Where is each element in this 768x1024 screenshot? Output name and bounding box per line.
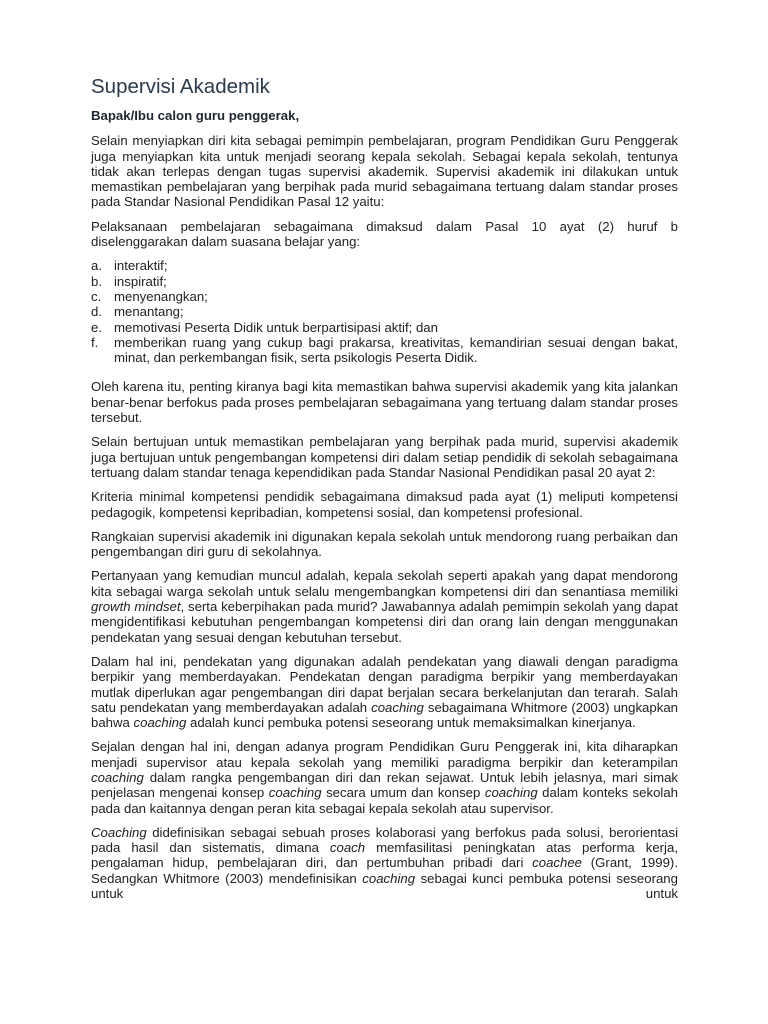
greeting: Bapak/Ibu calon guru penggerak, [91, 108, 300, 123]
learning-atmosphere-list [91, 258, 678, 365]
paragraph-sejalan: Sejalan dengan hal ini, dengan adanya program Pendidikan Guru Penggerak ini, kita diharapkan menjadi supervisor atau kepala sekolah yang memiliki paradigma berpikir dan keterampilan coaching dalam rangka pengembangan diri dan rekan sejawat. Untuk lebih jelasnya, mari simak penjelasan mengenai konsep coaching secara umum dan konsep coaching dalam konteks sekolah pada dan kaitannya dengan peran kita sebagai kepala sekolah atau supervisor. [91, 739, 678, 816]
list-text: memberikan ruang yang cukup bagi prakarsa, kreativitas, kemandirian sesuai dengan bakat, minat, dan perkembangan fisik, serta psikologis Peserta Didik. [114, 334, 678, 366]
list-marker: f. [91, 334, 99, 350]
paragraph-intro: Selain menyiapkan diri kita sebagai pemimpin pembelajaran, program Pendidikan Guru Penggerak juga menyiapkan kita untuk menjadi seorang kepala sekolah. Sebagai kepala sekolah, tentunya tidak akan terlepas dengan tugas supervisi akademik. Supervisi akademik ini dilakukan untuk memastikan pembelajaran yang berpihak pada murid sebagaimana tertuang dalam standar proses pada Standar Nasional Pendidikan Pasal 12 yaitu: [91, 133, 678, 210]
paragraph-rangkaian: Rangkaian supervisi akademik ini digunakan kepala sekolah untuk mendorong ruang perbaikan dan pengembangan diri guru di sekolahnya. [91, 528, 678, 560]
list-marker: a. [91, 258, 102, 274]
list-item [91, 304, 678, 319]
list-item [91, 335, 678, 366]
document-title: Supervisi Akademik [91, 75, 270, 98]
list-text: menyenangkan; [114, 288, 208, 304]
paragraph-pertanyaan: Pertanyaan yang kemudian muncul adalah, kepala sekolah seperti apakah yang dapat mendorong kita sebagai warga sekolah untuk selalu mengembangkan kompetensi diri dan senantiasa memiliki growth mindset, serta keberpihakan pada murid? Jawabannya adalah pemimpin sekolah yang dapat mengidentifikasi kebutuhan pengembangan kompetensi diri dan orang lain dengan menggunakan pendekatan yang sesuai dengan kebutuhan tersebut. [91, 568, 679, 645]
list-marker: c. [91, 288, 102, 304]
list-text: menantang; [114, 304, 184, 320]
paragraph-oleh-karena-itu: Oleh karena itu, penting kiranya bagi kita memastikan bahwa supervisi akademik yang kita jalankan benar-benar berfokus pada proses pembelajaran sebagaimana yang tertuang dalam standar proses tersebut. [91, 379, 678, 426]
list-text: interaktif; [114, 258, 168, 274]
list-marker: d. [91, 304, 102, 320]
list-item [91, 274, 678, 289]
paragraph-pelaksanaan: Pelaksanaan pembelajaran sebagaimana dimaksud dalam Pasal 10 ayat (2) huruf b diselenggarakan dalam suasana belajar yang: [91, 218, 678, 250]
list-marker: e. [91, 319, 102, 335]
list-item [91, 289, 678, 304]
list-item [91, 320, 678, 335]
paragraph-kriteria: Kriteria minimal kompetensi pendidik sebagaimana dimaksud pada ayat (1) meliputi kompetensi pedagogik, kompetensi kepribadian, kompetensi sosial, dan kompetensi profesional. [91, 489, 678, 520]
paragraph-pendekatan: Dalam hal ini, pendekatan yang digunakan adalah pendekatan yang diawali dengan paradigma berpikir yang memberdayakan. Pendekatan dengan paradigma berpikir yang memberdayakan mutlak diperlukan agar pengembangan diri dapat berjalan secara berkelanjutan dan terarah. Salah satu pendekatan yang memberdayakan adalah coaching sebagaimana Whitmore (2003) ungkapkan bahwa coaching adalah kunci pembuka potensi seseorang untuk memaksimalkan kinerjanya. [91, 653, 678, 731]
list-marker: b. [91, 273, 102, 289]
list-text: memotivasi Peserta Didik untuk berpartisipasi aktif; dan [114, 319, 438, 335]
document-page [91, 74, 678, 901]
paragraph-coaching-definition: Coaching didefinisikan sebagai sebuah proses kolaborasi yang berfokus pada solusi, berorientasi pada hasil dan sistematis, dimana coach memfasilitasi peningkatan atas performa kerja, pengalaman hidup, pembelajaran diri, dan pertumbuhan pribadi dari coachee (Grant, 1999). Sedangkan Whitmore (2003) mendefinisikan coaching sebagai kunci pembuka potensi seseorang untuk untuk [91, 824, 678, 902]
list-text: inspiratif; [114, 273, 167, 289]
list-item [91, 258, 678, 273]
paragraph-tujuan: Selain bertujuan untuk memastikan pembelajaran yang berpihak pada murid, supervisi akademik juga bertujuan untuk pengembangan kompetensi diri dalam setiap pendidik di sekolah sebagaimana tertuang dalam standar tenaga kependidikan pada Standar Nasional Pendidikan pasal 20 ayat 2: [91, 434, 678, 480]
